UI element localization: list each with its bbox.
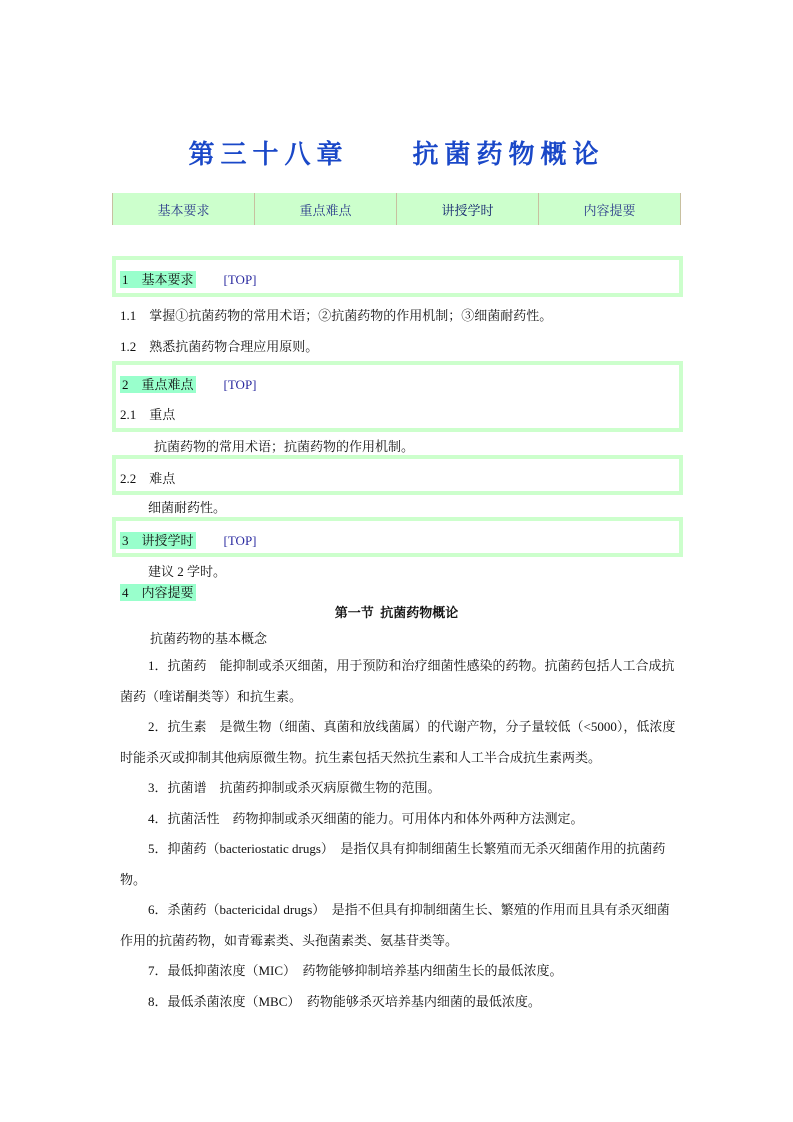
- subsection-2-2: 2.2 难点: [120, 471, 176, 486]
- section-1-heading: 1 基本要求: [122, 272, 194, 287]
- key-points-text: 抗菌药物的常用术语；抗菌药物的作用机制。: [154, 439, 415, 454]
- nav-key-points[interactable]: 重点难点: [254, 193, 396, 225]
- concept-item: 6．杀菌药（bactericidal drugs） 是指不但具有抑制细菌生长、繁殖的作用而且具有杀灭细菌作用的抗菌药物，如青霉素类、头孢菌素类、氨基苷类等。: [120, 902, 670, 948]
- top-link[interactable]: [TOP]: [223, 377, 257, 392]
- concept-item: 2．抗生素 是微生物（细菌、真菌和放线菌属）的代谢产物，分子量较低（<5000），低浓度时能杀灭或抑制其他病原微生物。抗生素包括天然抗生素和人工半合成抗生素两类。: [120, 719, 676, 765]
- top-link[interactable]: [TOP]: [223, 272, 257, 287]
- concept-item: 7．最低抑菌浓度（MIC） 药物能够抑制培养基内细菌生长的最低浓度。: [148, 963, 563, 978]
- top-link[interactable]: [TOP]: [223, 533, 257, 548]
- nav-teaching-hours[interactable]: 讲授学时: [396, 193, 538, 225]
- nav-content-summary[interactable]: 内容提要: [538, 193, 681, 225]
- requirement-2: 1.2 熟悉抗菌药物合理应用原则。: [120, 339, 319, 354]
- concept-item: 5．抑菌药（bacteriostatic drugs） 是指仅具有抑制细菌生长繁殖而无杀灭细菌作用的抗菌药物。: [120, 841, 666, 887]
- section-3-heading: 3 讲授学时: [122, 533, 194, 548]
- section-title: 第一节 抗菌药物概论: [334, 605, 459, 620]
- concept-list: [120, 651, 680, 1017]
- concept-item: 8．最低杀菌浓度（MBC） 药物能够杀灭培养基内细菌的最低浓度。: [148, 993, 541, 1009]
- subsection-2-2-box: [112, 455, 683, 495]
- concepts-intro: 抗菌药物的基本概念: [150, 631, 268, 646]
- section-4-heading: 4 内容提要: [122, 585, 194, 600]
- requirement-1: 1.1 掌握①抗菌药物的常用术语；②抗菌药物的作用机制；③细菌耐药性。: [120, 308, 553, 323]
- concept-item: 1．抗菌药 能抑制或杀灭细菌，用于预防和治疗细菌性感染的药物。抗菌药包括人工合成抗菌药（喹诺酮类等）和抗生素。: [120, 658, 675, 704]
- section-1-box: [112, 256, 683, 297]
- section-3-box: [112, 517, 683, 557]
- subsection-2-1: 2.1 重点: [120, 407, 176, 422]
- section-2-box: [112, 361, 683, 432]
- nav-basic-requirements[interactable]: 基本要求: [112, 193, 254, 225]
- difficulties-text: 细菌耐药性。: [148, 500, 227, 515]
- chapter-title: 第三十八章 抗菌药物概论: [188, 140, 605, 170]
- teaching-hours-text: 建议 2 学时。: [148, 564, 227, 579]
- concept-item: 4．抗菌活性 药物抑制或杀灭细菌的能力。可用体内和体外两种方法测定。: [148, 810, 584, 826]
- nav-table: [112, 193, 681, 225]
- section-2-heading: 2 重点难点: [122, 377, 194, 392]
- concept-item: 3．抗菌谱 抗菌药抑制或杀灭病原微生物的范围。: [148, 780, 441, 795]
